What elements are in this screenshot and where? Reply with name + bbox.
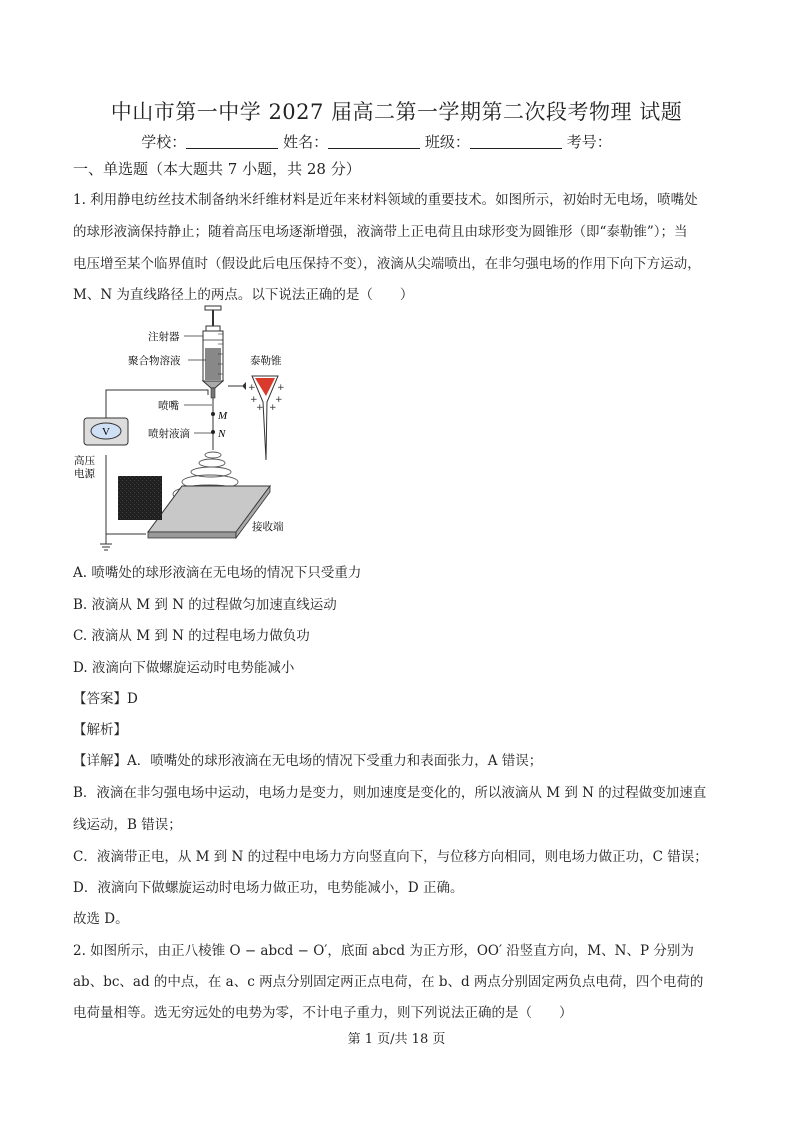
q1-option-a: A. 喷嘴处的球形液滴在无电场的情况下只受重力 [73,565,362,581]
q1-option-d: D. 液滴向下做螺旋运动时电势能减小 [73,660,295,676]
school-blank[interactable] [186,134,278,149]
student-info-line [0,131,793,152]
q2-line: 电荷量相等。选无穷远处的电势为零，不计电子重力，则下列说法正确的是（ ） [73,1005,573,1021]
q1-line: 的球形液滴保持静止；随着高压电场逐渐增强，液滴带上正电荷且由球形变为圆锥形（即“泰勒锥”）；当 [73,224,688,240]
q2-line: ab、bc、ad 的中点，在 a、c 两点分别固定两正点电荷，在 b、d 两点分别固定两负点电荷，四个电荷的 [73,974,704,990]
svg-text:+: + [256,403,264,413]
electrospinning-figure [66,300,306,556]
q1-line: M、N 为直线路径上的两点。以下说法正确的是（ ） [73,287,414,303]
polymer-label: 聚合物溶液 [128,355,181,367]
point-M: M [218,410,228,422]
name-label: 姓名： [283,133,329,151]
exam-no-label: 考号： [566,133,612,151]
q1-detail-line: 线运动，B 错误； [73,817,182,833]
page-footer: 第 1 页/共 18 页 [347,1032,446,1047]
svg-text:+: + [248,383,256,393]
section-heading: 一、单选题（本大题共 7 小题，共 28 分） [73,160,361,178]
q1-option-c: C. 液滴从 M 到 N 的过程电场力做负功 [73,628,310,644]
svg-text:+: + [250,395,258,405]
voltmeter-label: V [102,426,110,438]
name-blank[interactable] [328,134,420,149]
q2-line: 2. 如图所示，由正八棱锥 O − abcd − O′，底面 abcd 为正方形，OO′ 沿竖直方向，M、N、P 分别为 [73,943,694,959]
svg-text:+: + [277,383,285,393]
school-label: 学校： [141,133,187,151]
q1-analysis: 【解析】 [73,722,127,738]
q1-answer: 【答案】D [73,691,138,707]
jet-label: 喷射液滴 [148,428,190,440]
q1-line: 电压增至某个临界值时（假设此后电压保持不变），液滴从尖端喷出，在非匀强电场的作用下向下方运动， [73,256,701,272]
svg-text:+: + [275,395,283,405]
q1-detail-line: C．液滴带正电，从 M 到 N 的过程中电场力方向竖直向下，与位移方向相同，则电场力做正功，C 错误； [73,849,708,865]
q1-option-b: B. 液滴从 M 到 N 的过程做匀加速直线运动 [73,597,337,613]
q1-detail-line: 故选 D。 [73,911,129,927]
receiver-label: 接收端 [252,521,284,533]
point-N: N [218,428,226,440]
hv-label-2: 电源 [74,468,95,480]
exam-title: 中山市第一中学 2027 届高二第一学期第二次段考物理 试题 [110,100,683,124]
q1-detail-line: D．液滴向下做螺旋运动时电场力做正功，电势能减小，D 正确。 [73,880,464,896]
nozzle-label: 喷嘴 [158,400,179,412]
svg-text:+: + [269,403,277,413]
q1-detail-line: B．液滴在非匀强电场中运动，电场力是变力，则加速度是变化的，所以液滴从 M 到 N 的过程做变加速直 [73,785,707,801]
hv-label-1: 高压 [74,455,95,467]
class-blank[interactable] [470,134,562,149]
class-label: 班级： [424,133,470,151]
q1-detail-line: 【详解】A．喷嘴处的球形液滴在无电场的情况下受重力和表面张力，A 错误； [73,753,543,769]
q1-line: 1. 利用静电纺丝技术制备纳米纤维材料是近年来材料领域的重要技术。如图所示，初始时无电场，喷嘴处 [73,192,698,208]
taylor-cone-label: 泰勒锥 [250,355,282,367]
syringe-label: 注射器 [148,331,180,343]
